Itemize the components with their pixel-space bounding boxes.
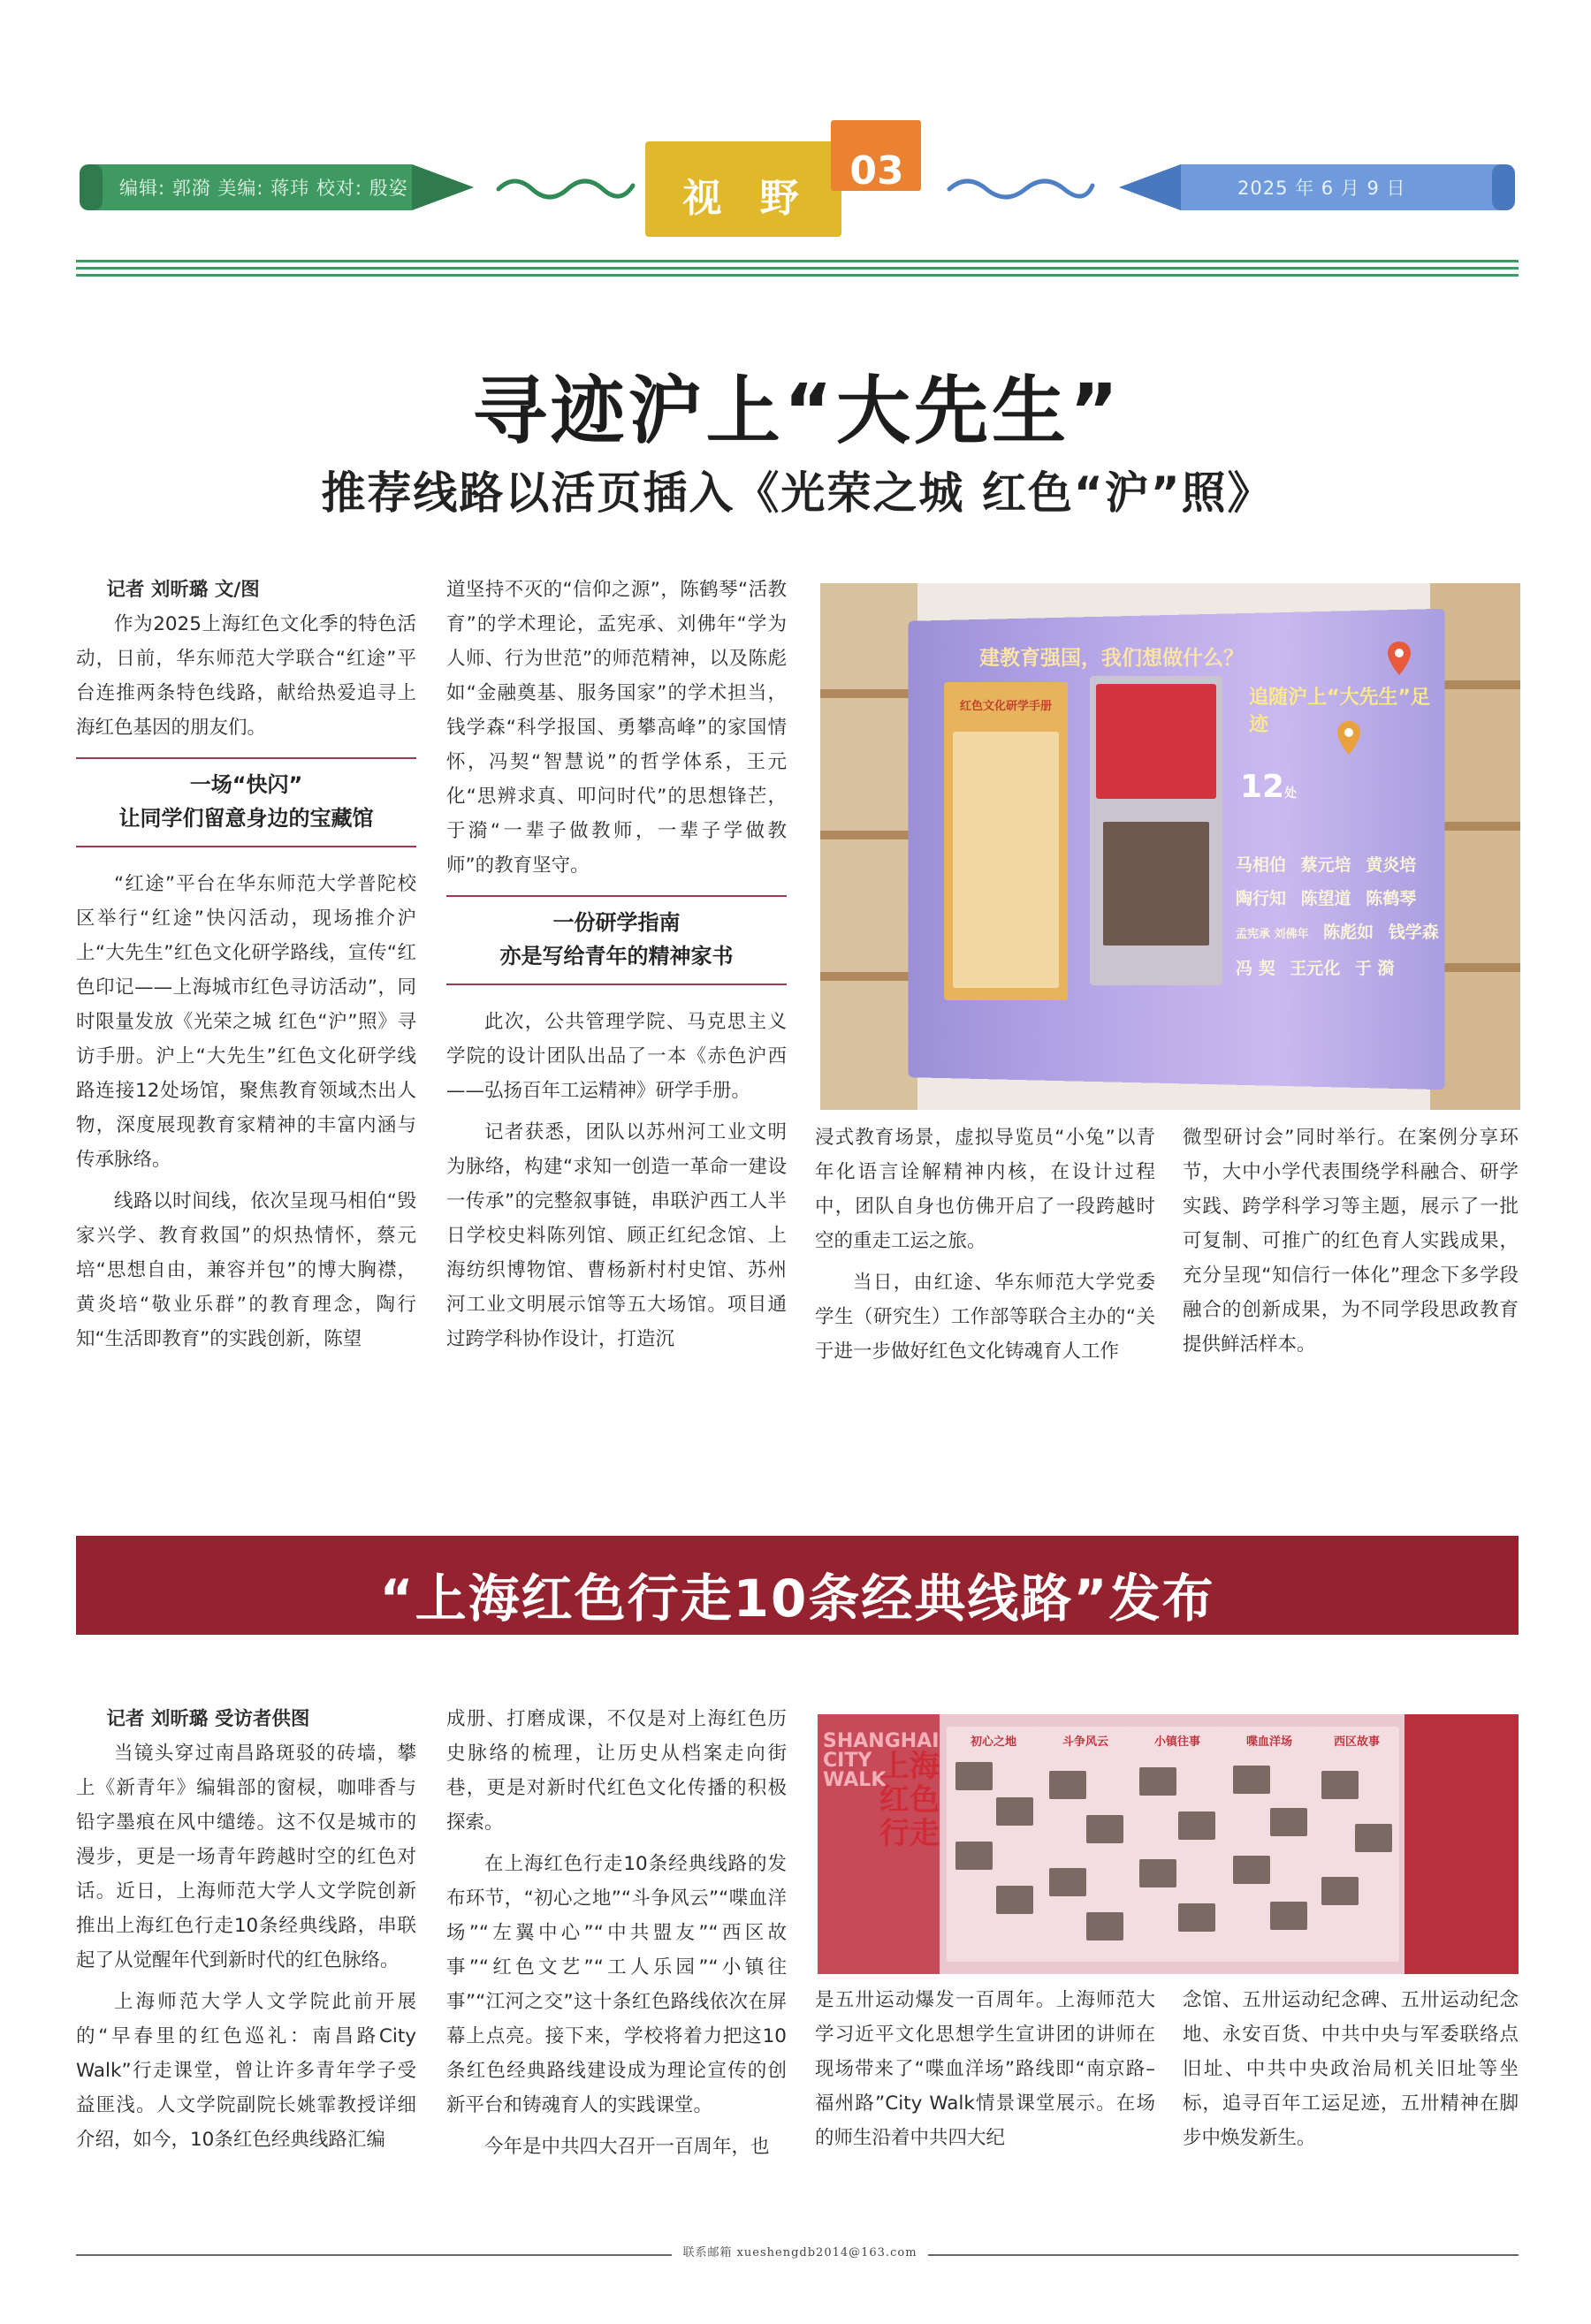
screen-poster-center-banner [1096,684,1216,799]
name-item: 孟宪承 刘佛年 [1236,928,1309,941]
article1-subhead: 推荐线路以活页插入《光荣之城 红色“沪”照》 [321,467,1274,519]
poster-route-panel [1222,1727,1316,1962]
poster-route-panel [947,1727,1040,1962]
map-pin-icon [1386,640,1412,677]
subheading-line-2: 让同学们留意身边的宝藏馆 [118,806,374,831]
poster-cover-right [1404,1714,1519,1974]
route-panel-title: 斗争风云 [1062,1735,1108,1749]
paragraph: 成册、打磨成课，不仅是对上海红色历史脉络的梳理，让历史从档案走向街巷，更是对新时代红色文化传播的积极探索。 [446,1708,787,1834]
article2-photo-route-poster [818,1714,1519,1974]
name-item: 蔡元培 [1300,855,1351,875]
paragraph: 线路以时间线，依次呈现马相伯“毁家兴学、教育救国”的炽热情怀，蔡元培“思想自由，兼容并包”的博大胸襟，黄炎培“敬业乐群”的教育理念，陶行知“生活即教育”的实践创新，陈望 [76,1190,416,1350]
article1-column-4 [1183,1120,1519,1369]
editor-credits: 编辑: 郭漪 美编: 蒋玮 校对: 殷姿 [119,178,408,199]
bookshelf-left [820,583,917,1110]
paragraph: 在上海红色行走10条经典线路的发布环节，“初心之地”“斗争风云”“喋血洋场”“左翼中心”“中共盟友”“西区故事”“红色文艺”“工人乐园”“小镇往事”“江河之交”这十条红色路线依次在屏幕上点亮。接下来，学校将着力把这10条红色经典路线建设成为理论宣传的创新平台和铸魂育人的实践课堂。 [446,1853,787,2116]
paragraph: 道坚持不灭的“信仰之源”，陈鹤琴“活教育”的学术理论，孟宪承、刘佛年“学为人师、行为世范”的师范精神，以及陈彪如“金融奠基、服务国家”的学术担当，钱学森“科学报国、勇攀高峰”的家国情怀，冯契“智慧说”的哲学体系，王元化“思辨求真、叩问时代”的思想锋芒，于漪“一辈子做教师，一辈子学做教师”的教育坚守。 [446,579,787,877]
name-item: 陈鹤琴 [1366,889,1417,908]
article1-column-3 [815,1120,1155,1376]
article2-byline: 记者 刘昕璐 受访者供图 [106,1708,310,1730]
subheading-line-2: 亦是写给青年的精神家书 [499,944,734,968]
paragraph: 今年是中共四大召开一百周年，也 [484,2136,770,2158]
section-label: 视 野 [682,176,811,221]
paragraph: 此次，公共管理学院、马克思主义学院的设计团队出品了一本《赤色沪西——弘扬百年工运精神》研学手册。 [446,1011,787,1102]
poster-route-panel [1039,1727,1132,1962]
squiggle-decoration-left [495,170,636,205]
route-panel-title: 西区故事 [1333,1735,1380,1749]
subheading-line-1: 一场“快闪” [189,772,303,797]
article1-subheading-2 [446,895,787,985]
name-item: 钱学森 [1388,923,1439,942]
subheading-line-1: 一份研学指南 [552,910,681,935]
poster-route-panel [1130,1727,1224,1962]
page-number: 03 [849,148,904,194]
route-panel-title: 小镇往事 [1153,1735,1200,1749]
paragraph: 当镜头穿过南昌路斑驳的砖墙，攀上《新青年》编辑部的窗棂，咖啡香与铅字墨痕在风中缱绻。这不仅是城市的漫步，更是一场青年跨越时空的红色对话。近日，上海师范大学人文学院创新推出上海红色行走10条经典线路，串联起了从觉醒年代到新时代的红色脉络。 [76,1743,416,1971]
screen-poster-route-map [953,732,1059,988]
route-panel-title: 喋血洋场 [1245,1735,1292,1749]
paragraph: 上海师范大学人文学院此前开展的“早春里的红色巡礼：南昌路City Walk”行走课堂，曾让许多青年学子受益匪浅。人文学院副院长姚霏教授详细介绍，如今，10条红色经典线路汇编 [76,1991,416,2151]
name-item: 马相伯 [1236,855,1287,875]
paragraph: 微型研讨会”同时举行。在案例分享环节，大中小学代表围绕学科融合、研学实践、跨学科学习等主题，展示了一批可复制、可推广的红色育人实践成果，充分呈现“知信行一体化”理念下多学段融合的创新成果，为不同学段思政教育提供鲜活样本。 [1183,1127,1519,1356]
issue-date: 2025 年 6 月 9 日 [1237,178,1406,199]
screen-poster-center-photo [1103,822,1209,946]
paragraph: 当日，由红途、华东师范大学党委学生（研究生）工作部等联合主办的“关于进一步做好红色文化铸魂育人工作 [815,1272,1155,1363]
article2-column-2 [446,1702,787,2171]
masthead-rule [76,260,1519,281]
name-item: 陈望道 [1300,889,1351,908]
route-panel-title: 初心之地 [970,1735,1016,1749]
article1-column-2 [446,573,787,1363]
name-item: 王元化 [1290,959,1341,978]
article2-column-4 [1183,1983,1519,2162]
article2-column-3 [815,1983,1155,2162]
name-item: 陈彪如 [1323,923,1374,942]
paragraph: 念馆、五卅运动纪念碑、五卅运动纪念地、永安百货、中共中央与军委联络点旧址、中共中央政治局机关旧址等坐标，追寻百年工运足迹，五卅精神在脚步中焕发新生。 [1183,1989,1519,2149]
article2-headline: “上海红色行走10条经典线路”发布 [379,1568,1215,1629]
article1-byline: 记者 刘昕璐 文/图 [106,579,260,601]
article1-photo-digital-screen [820,583,1520,1110]
name-item: 于 漪 [1354,959,1395,978]
name-item: 黄炎培 [1366,855,1417,875]
site-count-unit: 处 [1284,786,1298,801]
poster-brand: SHANGHAI CITY WALK [823,1730,940,1791]
article1-headline: 寻迹沪上“大先生” [472,368,1123,454]
screen-route-title: 追随沪上“大先生”足迹 [1249,687,1430,736]
site-count-number: 12 [1240,769,1285,805]
screen-site-count [1240,769,1346,805]
squiggle-decoration-right [946,170,1096,205]
paragraph: 浸式教育场景，虚拟导览员“小兔”以青年化语言诠解精神内核，在设计过程中，团队自身也仿佛开启了一段跨越时空的重走工运之旅。 [815,1127,1155,1252]
article2-column-1 [76,1702,416,2164]
map-pin-icon [1336,719,1362,756]
screen-question: 建教育强国，我们想做什么？ [979,647,1244,670]
name-item: 冯 契 [1236,959,1275,978]
screen-names-list [1236,848,1457,985]
poster-title: 上海红色行走 [879,1749,940,1851]
paragraph: 是五卅运动爆发一百周年。上海师范大学习近平文化思想学生宣讲团的讲师在现场带来了“喋血洋场”路线即“南京路–福州路”City Walk情景课堂展示。在场的师生沿着中共四大纪 [815,1989,1155,2149]
article1-intro: 作为2025上海红色文化季的特色活动，日前，华东师范大学联合“红途”平台连推两条特色线路，献给热爱追寻上海红色基因的朋友们。 [76,613,416,739]
article1-subheading-1 [76,757,416,847]
screen-poster-left-title: 红色文化研学手册 [959,700,1052,713]
paragraph: 记者获悉，团队以苏州河工业文明为脉络，构建“求知一创造一革命一建设一传承”的完整叙事链，串联沪西工人半日学校史料陈列馆、顾正红纪念馆、上海纺织博物馆、曹杨新村村史馆、苏州河工业文明展示馆等五大场馆。项目通过跨学科协作设计，打造沉 [446,1121,787,1350]
poster-route-panel [1314,1727,1399,1962]
name-item: 陶行知 [1236,889,1287,908]
article1-column-1 [76,573,416,1363]
footer-contact-email: 联系邮箱 xueshengdb2014@163.com [672,2243,928,2259]
paragraph: “红途”平台在华东师范大学普陀校区举行“红途”快闪活动，现场推介沪上“大先生”红色文化研学路线，宣传“红色印记——上海城市红色寻访活动”，同时限量发放《光荣之城 红色“沪”照》寻访手册。沪上“大先生”红色文化研学线路连接12处场馆，聚焦教育领域杰出人物，深度展现教育家精神的丰富内涵与传承脉络。 [76,873,416,1171]
